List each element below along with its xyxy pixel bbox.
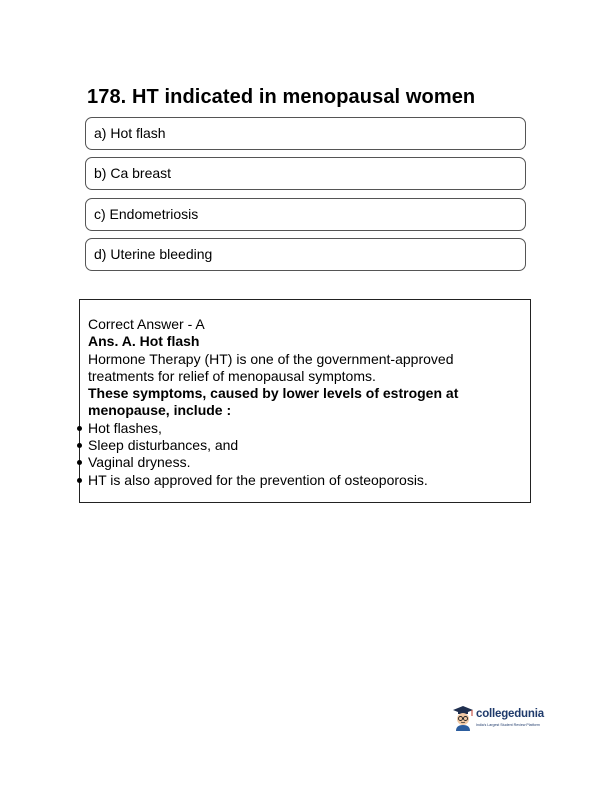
question-number: 178. bbox=[87, 86, 127, 108]
symptoms-intro: These symptoms, caused by lower levels of estrogen at menopause, include : bbox=[88, 385, 459, 419]
option-b[interactable]: b) Ca breast bbox=[85, 157, 526, 190]
correct-answer-line: Correct Answer - A bbox=[88, 316, 205, 332]
options-list bbox=[85, 117, 526, 278]
logo-name: collegedunia bbox=[476, 708, 544, 720]
option-a[interactable]: a) Hot flash bbox=[85, 117, 526, 150]
option-d[interactable]: d) Uterine bleeding bbox=[85, 238, 526, 271]
collegedunia-logo bbox=[452, 705, 552, 739]
answer-heading: Ans. A. Hot flash bbox=[88, 333, 200, 350]
answer-content bbox=[88, 316, 522, 489]
question-text: HT indicated in menopausal women bbox=[132, 86, 476, 108]
question-title bbox=[87, 86, 475, 109]
logo-tagline: India's Largest Student Review Platform bbox=[476, 723, 540, 727]
graduate-mascot-icon bbox=[452, 705, 474, 731]
symptoms-list bbox=[88, 420, 522, 489]
list-item: Sleep disturbances, and bbox=[88, 437, 522, 454]
list-item: Hot flashes, bbox=[88, 420, 522, 437]
list-item: HT is also approved for the prevention of osteoporosis. bbox=[88, 472, 522, 489]
option-c[interactable]: c) Endometriosis bbox=[85, 198, 526, 231]
answer-box bbox=[79, 299, 531, 503]
answer-paragraph: Hormone Therapy (HT) is one of the government-approved treatments for relief of menopausal symptoms. bbox=[88, 350, 454, 384]
list-item: Vaginal dryness. bbox=[88, 454, 522, 471]
